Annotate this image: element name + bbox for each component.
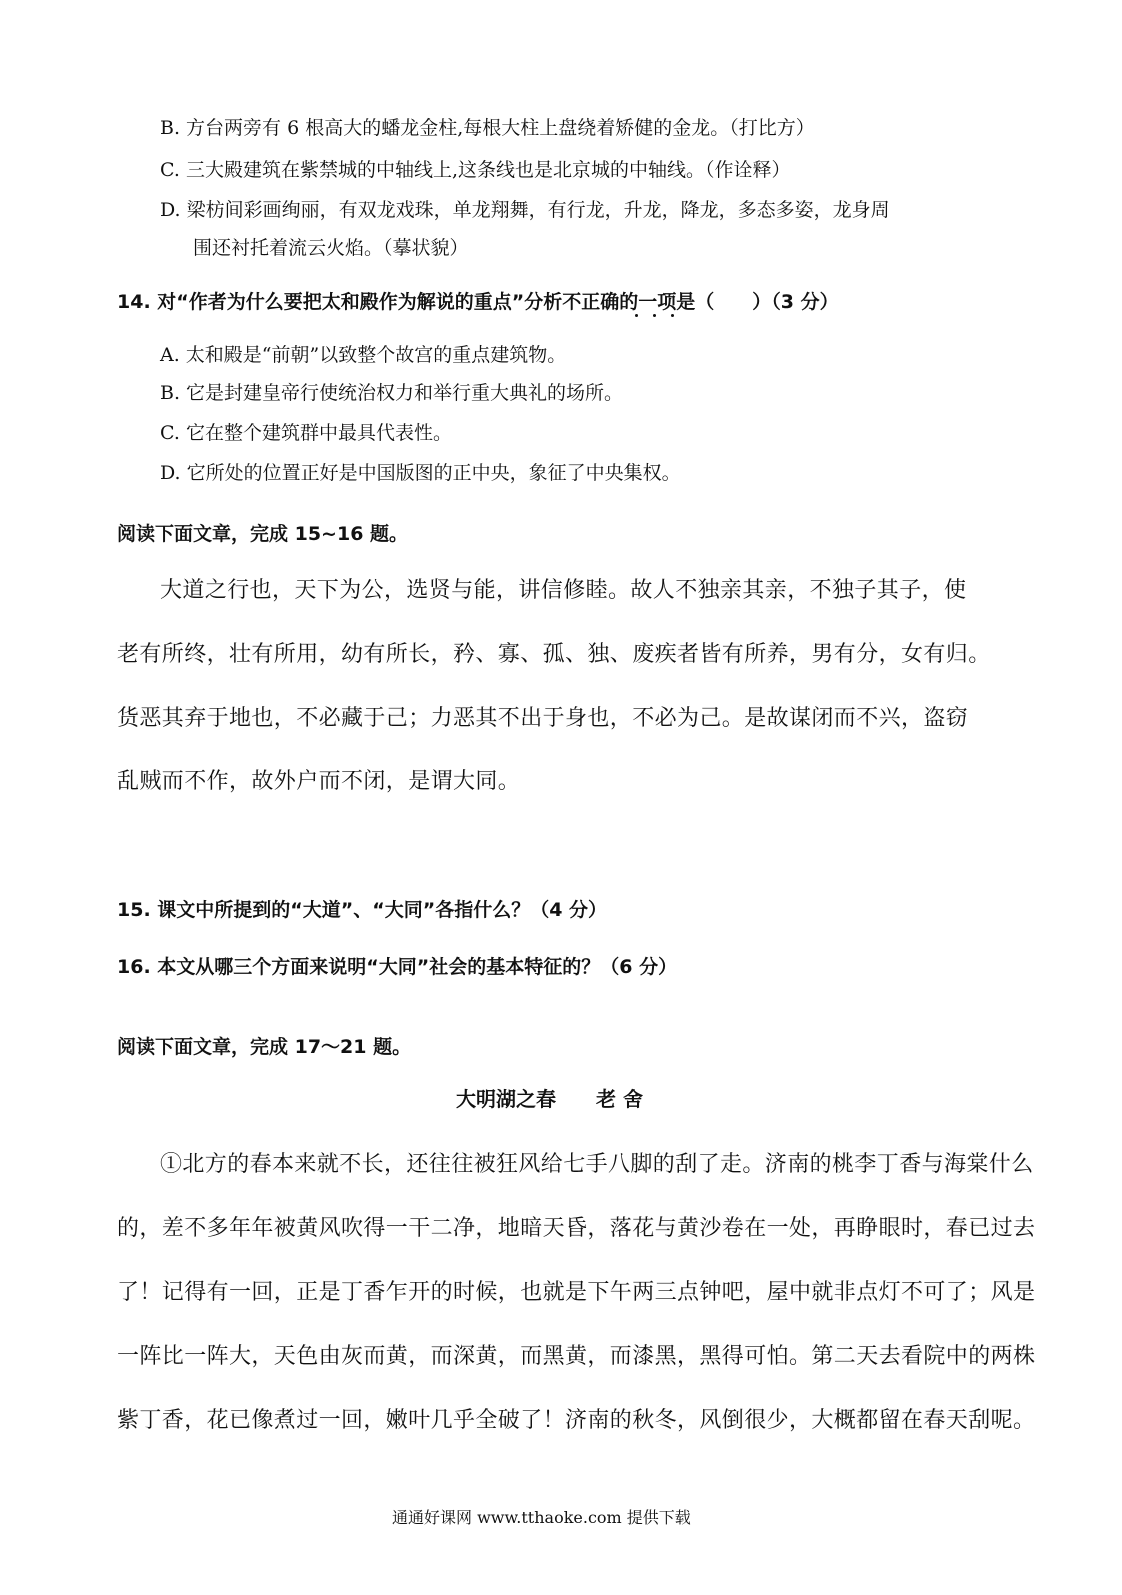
passage-line-3: 货恶其弃于地也，不必藏于己；力恶其不出于身也，不必为己。是故谋闭而不兴，盗窃 bbox=[117, 706, 969, 731]
article-line-2: 的，差不多年年被黄风吹得一干二净，地暗天昏，落花与黄沙卷在一处，再睁眼时，春已过去 bbox=[117, 1216, 1036, 1241]
emphasis-dot bbox=[635, 314, 638, 317]
article-line-5: 紫丁香，花已像煮过一回，嫩叶几乎全破了！济南的秋冬，风倒很少，大概都留在春天刮呢。 bbox=[117, 1408, 1036, 1433]
passage-line-1: 大道之行也，天下为公，选贤与能，讲信修睦。故人不独亲其亲，不独子其子，使 bbox=[160, 578, 967, 603]
section-heading-15-16: 阅读下面文章，完成 15~16 题。 bbox=[117, 523, 409, 545]
question-14-stem: 14. 对“作者为什么要把太和殿作为解说的重点”分析不正确的一项是（ ）（3 分） bbox=[117, 291, 839, 313]
article-title: 大明湖之春 老 舍 bbox=[456, 1087, 643, 1111]
option-13-c: C. 三大殿建筑在紫禁城的中轴线上,这条线也是北京城的中轴线。（作诠释） bbox=[160, 159, 791, 181]
question-16: 16. 本文从哪三个方面来说明“大同”社会的基本特征的？（6 分） bbox=[117, 956, 678, 978]
option-13-d-line1: D. 梁枋间彩画绚丽，有双龙戏珠，单龙翔舞，有行龙，升龙，降龙，多态多姿，龙身周 bbox=[160, 199, 890, 221]
option-14-b: B. 它是封建皇帝行使统治权力和举行重大典礼的场所。 bbox=[160, 382, 624, 404]
article-line-3: 了！记得有一回，正是丁香乍开的时候，也就是下午两三点钟吧，屋中就非点灯不可了；风是 bbox=[117, 1280, 1036, 1305]
option-13-b: B. 方台两旁有 6 根高大的蟠龙金柱,每根大柱上盘绕着矫健的金龙。（打比方） bbox=[160, 117, 815, 139]
option-14-a: A. 太和殿是“前朝”以致整个故宫的重点建筑物。 bbox=[160, 344, 567, 366]
option-13-d-line2: 围还衬托着流云火焰。（摹状貌） bbox=[193, 237, 469, 259]
section-heading-17-21: 阅读下面文章，完成 17～21 题。 bbox=[117, 1036, 412, 1058]
page-footer: 通通好课网 www.tthaoke.com 提供下载 bbox=[392, 1508, 691, 1527]
article-line-1: ①北方的春本来就不长，还往往被狂风给七手八脚的刮了走。济南的桃李丁香与海棠什么 bbox=[160, 1152, 1034, 1177]
option-14-c: C. 它在整个建筑群中最具代表性。 bbox=[160, 422, 452, 444]
emphasis-dot bbox=[653, 314, 656, 317]
passage-line-2: 老有所终，壮有所用，幼有所长，矜、寡、孤、独、废疾者皆有所养，男有分，女有归。 bbox=[117, 642, 991, 667]
passage-line-4: 乱贼而不作，故外户而不闭，是谓大同。 bbox=[117, 769, 521, 794]
question-15: 15. 课文中所提到的“大道”、“大同”各指什么？（4 分） bbox=[117, 899, 608, 921]
option-14-d: D. 它所处的位置正好是中国版图的正中央，象征了中央集权。 bbox=[160, 462, 681, 484]
emphasis-dot bbox=[671, 314, 674, 317]
article-line-4: 一阵比一阵大，天色由灰而黄，而深黄，而黑黄，而漆黑，黑得可怕。第二天去看院中的两株 bbox=[117, 1344, 1036, 1369]
